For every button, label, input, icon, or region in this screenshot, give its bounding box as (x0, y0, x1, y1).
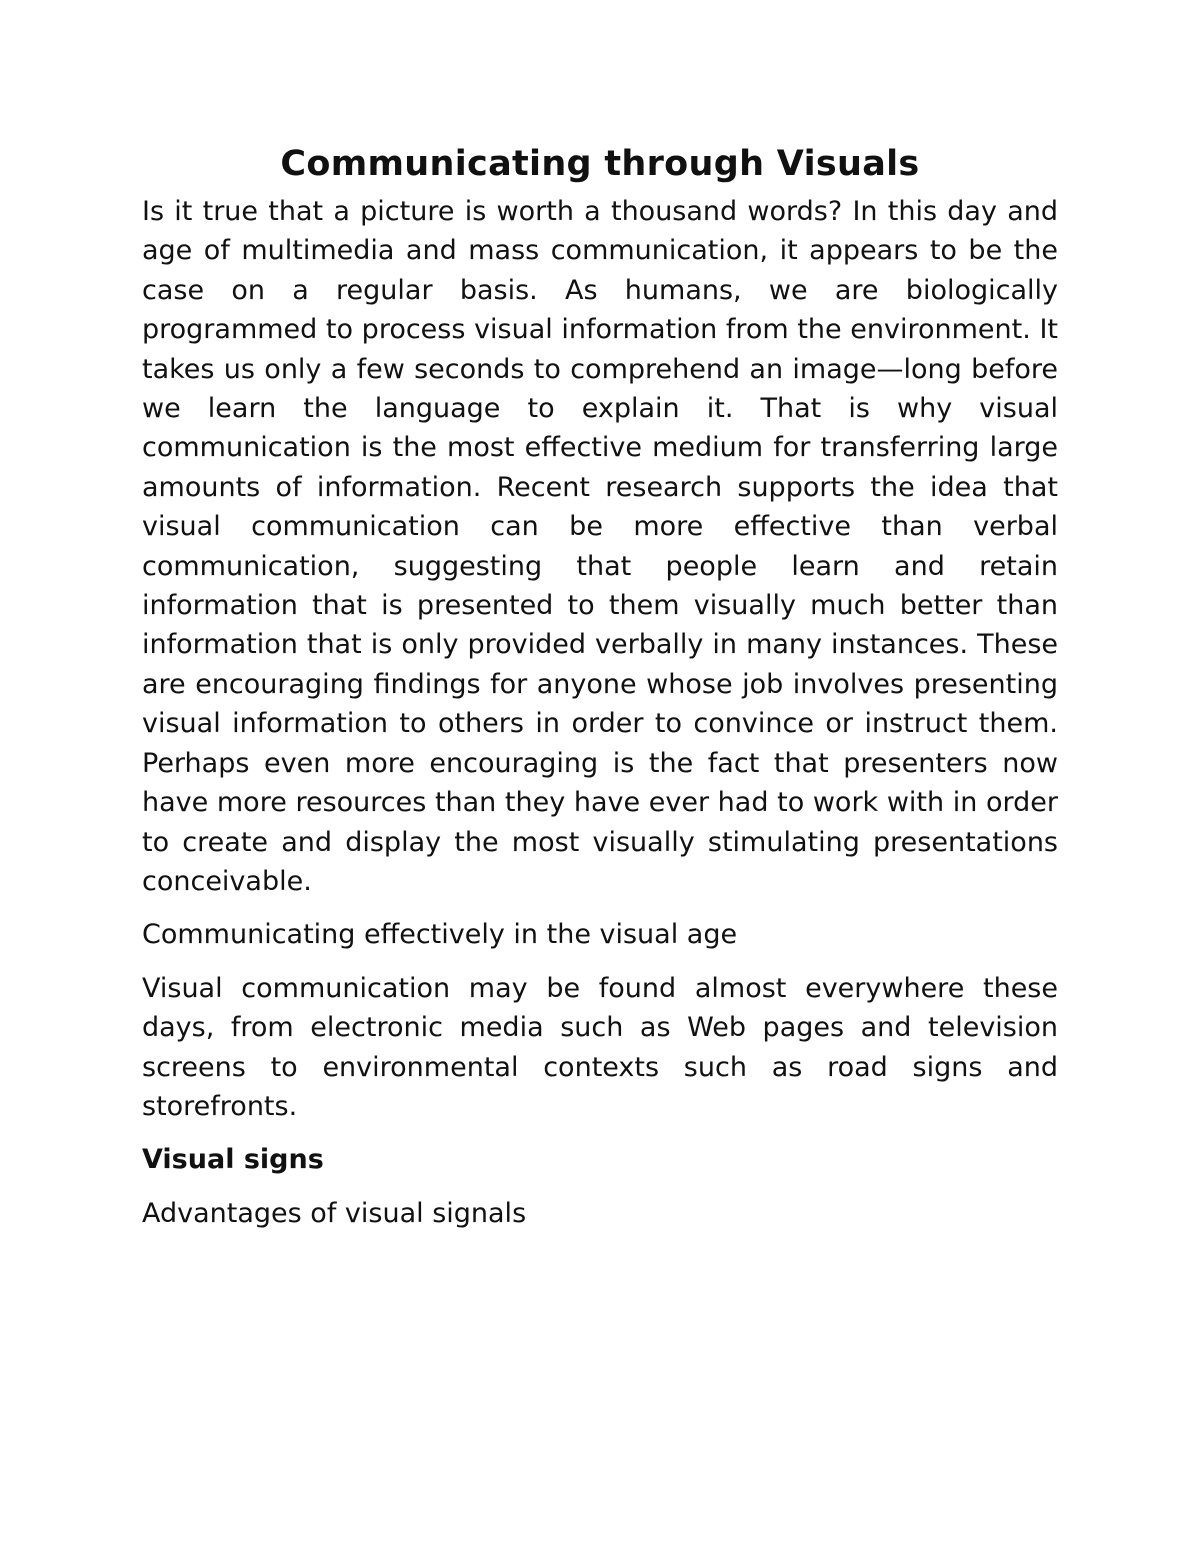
visual-age-paragraph: Visual communication may be found almost everywhere these days, from electronic media such as Web pages and television screens to environmental contexts such as road signs and storefronts. (142, 972, 1058, 1122)
section-heading-visual-age: Communicating effectively in the visual age (142, 919, 738, 951)
section-heading-advantages: Advantages of visual signals (142, 1197, 527, 1229)
section-heading-visual-signs: Visual signs (142, 1144, 324, 1176)
document-page (142, 140, 1058, 1247)
intro-paragraph: Is it true that a picture is worth a thousand words? In this day and age of multimedia and mass communication, it appears to be the case on a regular basis. As humans, we are biologically programmed to process visual information from the environment. It takes us only a few seconds to comprehend an image—long before we learn the language to explain it. That is why visual communication is the most effective medium for transferring large amounts of information. Recent research supports the idea that visual communication can be more effective than verbal communication, suggesting that people learn and retain information that is presented to them visually much better than information that is only provided verbally in many instances. These are encouraging findings for anyone whose job involves presenting visual information to others in order to convince or instruct them. Perhaps even more encouraging is the fact that presenters now have more resources than they have ever had to work with in order to create and display the most visually stimulating presentations conceivable. (142, 196, 1058, 897)
document-title: Communicating through Visuals (280, 144, 920, 184)
